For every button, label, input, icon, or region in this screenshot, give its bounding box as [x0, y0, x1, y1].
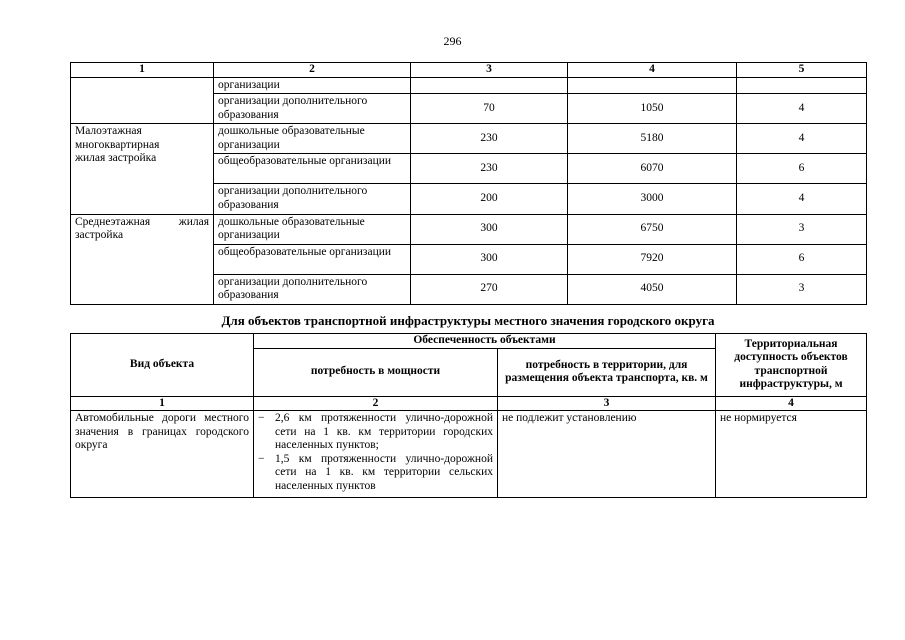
capacity-need-header: потребность в мощности [254, 348, 498, 396]
value-cell: 200 [411, 184, 568, 214]
territorial-access-cell: не нормируется [716, 411, 867, 497]
capacity-list [258, 412, 493, 493]
facility-type-cell: организации дополнительного образования [214, 94, 411, 124]
list-item: − 1,5 км протяженности улично-дорожной сети на 1 кв. км территории сельских населенных пунктов [258, 453, 493, 494]
value-cell: 230 [411, 154, 568, 184]
column-header: 3 [411, 63, 568, 78]
zone-label-line: застройка [75, 229, 124, 242]
zone-label-line: Среднеэтажная жилая [75, 215, 209, 228]
zone-cell [71, 214, 214, 304]
facility-type-cell: общеобразовательные организации [214, 154, 411, 184]
zone-label-line: жилая застройка [75, 152, 157, 165]
value-cell: 300 [411, 214, 568, 244]
value-cell: 3 [737, 274, 867, 304]
column-index: 3 [498, 396, 716, 411]
provision-header: Обеспеченность объектами [254, 334, 716, 349]
object-type-header: Вид объекта [71, 334, 254, 397]
territory-need-cell: не подлежит установлению [498, 411, 716, 497]
value-cell: 6070 [568, 154, 737, 184]
territory-need-header: потребность в территории, для размещения объекта транспорта, кв. м [498, 348, 716, 396]
facility-type-cell: общеобразовательные организации [214, 244, 411, 274]
value-cell [568, 77, 737, 94]
zone-label-line: многоквартирная [75, 138, 160, 151]
facility-type-cell: дошкольные образовательные организации [214, 214, 411, 244]
value-cell: 6750 [568, 214, 737, 244]
territorial-access-header: Территориальная доступность объектов транспортной инфраструктуры, м [716, 334, 867, 397]
value-cell: 6 [737, 154, 867, 184]
value-cell: 1050 [568, 94, 737, 124]
value-cell: 230 [411, 124, 568, 154]
value-cell: 300 [411, 244, 568, 274]
column-index: 2 [254, 396, 498, 411]
value-cell: 4 [737, 124, 867, 154]
value-cell: 270 [411, 274, 568, 304]
value-cell: 6 [737, 244, 867, 274]
column-index-row [71, 396, 867, 411]
value-cell: 3000 [568, 184, 737, 214]
table-row [71, 214, 867, 244]
transport-infrastructure-table [70, 333, 867, 498]
section-title: Для объектов транспортной инфраструктуры местного значения городского округа [221, 313, 715, 328]
facility-type-cell: организации дополнительного образования [214, 184, 411, 214]
value-cell: 4 [737, 184, 867, 214]
column-index: 4 [716, 396, 867, 411]
table-header-row [71, 334, 867, 349]
zone-label-line: Малоэтажная [75, 125, 142, 138]
facility-type-cell: организации [214, 77, 411, 94]
column-header: 2 [214, 63, 411, 78]
table-row [71, 411, 867, 497]
value-cell: 4 [737, 94, 867, 124]
column-index: 1 [71, 396, 254, 411]
zone-cell [71, 124, 214, 214]
value-cell: 5180 [568, 124, 737, 154]
column-header: 4 [568, 63, 737, 78]
education-facilities-table [70, 62, 867, 305]
zone-cell [71, 77, 214, 124]
facility-type-cell: организации дополнительного образования [214, 274, 411, 304]
value-cell: 7920 [568, 244, 737, 274]
value-cell: 70 [411, 94, 568, 124]
value-cell: 4050 [568, 274, 737, 304]
table-row [71, 77, 867, 94]
list-item: − 2,6 км протяженности улично-дорожной сети на 1 кв. км территории городских населенных пунктов; [258, 412, 493, 453]
facility-type-cell: дошкольные образовательные организации [214, 124, 411, 154]
column-header: 1 [71, 63, 214, 78]
value-cell: 3 [737, 214, 867, 244]
page-number: 296 [443, 34, 462, 48]
value-cell [737, 77, 867, 94]
value-cell [411, 77, 568, 94]
table-header-row [71, 63, 867, 78]
table-row [71, 124, 867, 154]
capacity-need-cell [254, 411, 498, 497]
column-header: 5 [737, 63, 867, 78]
object-type-cell: Автомобильные дороги местного значения в границах городского округа [71, 411, 254, 497]
